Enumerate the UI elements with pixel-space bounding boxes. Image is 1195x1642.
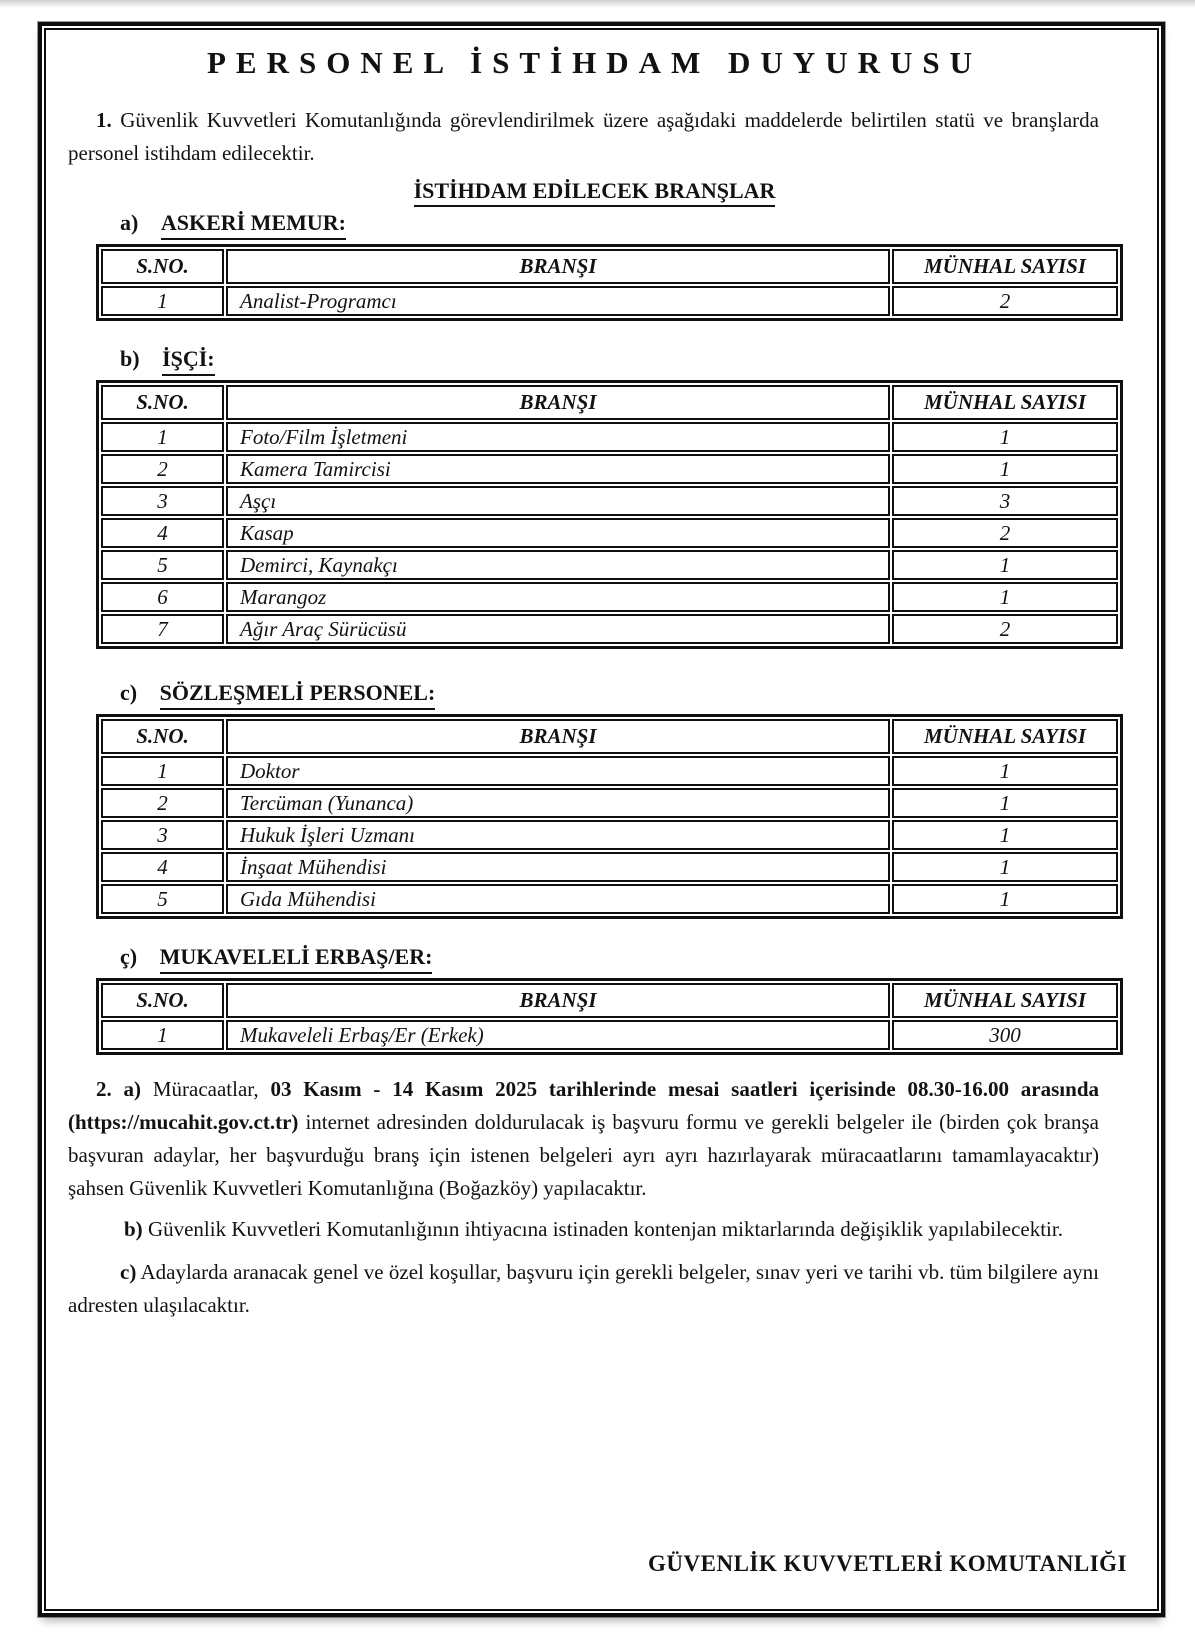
cell-brans: Hukuk İşleri Uzmanı bbox=[226, 820, 890, 850]
table-row bbox=[101, 820, 1118, 850]
cell-brans: İnşaat Mühendisi bbox=[226, 852, 890, 882]
cell-munhal: 1 bbox=[892, 550, 1118, 580]
table-askeri-memur bbox=[96, 244, 1123, 321]
cell-munhal: 2 bbox=[892, 518, 1118, 548]
table-row bbox=[101, 286, 1118, 316]
cell-sno: 5 bbox=[101, 884, 224, 914]
cell-brans: Tercüman (Yunanca) bbox=[226, 788, 890, 818]
table-row bbox=[101, 550, 1118, 580]
paragraph-text: internet adresinden doldurulacak iş başvuru formu ve gerekli belgeler ile (birden çok branşa başvuran adaylar, her başvurduğu branş için istenen belgeleri ayrı ayrı hazırlayarak müracaatlarını tamamlayacaktır) şahsen Güvenlik Kuvvetleri Komutanlığına (Boğazköy) yapılacaktır. bbox=[68, 1110, 1099, 1200]
header-sno: S.NO. bbox=[101, 719, 224, 754]
table-row bbox=[101, 788, 1118, 818]
cell-sno: 1 bbox=[101, 422, 224, 452]
section-letter: b) bbox=[120, 346, 140, 371]
table-row bbox=[101, 486, 1118, 516]
table-row bbox=[101, 582, 1118, 612]
page-border-frame bbox=[38, 22, 1165, 1617]
cell-sno: 3 bbox=[101, 486, 224, 516]
header-munhal: MÜNHAL SAYISI bbox=[892, 249, 1118, 284]
cell-munhal: 1 bbox=[892, 582, 1118, 612]
intro-paragraph bbox=[68, 104, 1099, 170]
cell-munhal: 1 bbox=[892, 788, 1118, 818]
table-header-row bbox=[101, 983, 1118, 1018]
header-sno: S.NO. bbox=[101, 385, 224, 420]
section-heading-askeri-memur bbox=[120, 209, 1121, 240]
cell-brans: Marangoz bbox=[226, 582, 890, 612]
paragraph-text: Müracaatlar, bbox=[152, 1077, 259, 1101]
header-brans: BRANŞI bbox=[226, 385, 890, 420]
cell-sno: 1 bbox=[101, 286, 224, 316]
cell-sno: 6 bbox=[101, 582, 224, 612]
section-label: ASKERİ MEMUR: bbox=[161, 209, 346, 240]
paragraph-number: 2. a) bbox=[96, 1077, 142, 1101]
cell-munhal: 1 bbox=[892, 820, 1118, 850]
cell-sno: 7 bbox=[101, 614, 224, 644]
cell-brans: Ağır Araç Sürücüsü bbox=[226, 614, 890, 644]
table-header-row bbox=[101, 249, 1118, 284]
cell-munhal: 1 bbox=[892, 884, 1118, 914]
paragraph-text: Güvenlik Kuvvetleri Komutanlığının ihtiyacına istinaden kontenjan miktarlarında değişiklik yapılabilecektir. bbox=[147, 1217, 1063, 1241]
table-row bbox=[101, 422, 1118, 452]
cell-munhal: 2 bbox=[892, 286, 1118, 316]
section-letter: ç) bbox=[120, 944, 138, 969]
section-letter: c) bbox=[120, 680, 138, 705]
table-row bbox=[101, 852, 1118, 882]
header-brans: BRANŞI bbox=[226, 719, 890, 754]
table-row bbox=[101, 1020, 1118, 1050]
table-header-row bbox=[101, 385, 1118, 420]
scan-top-shadow bbox=[0, 0, 1195, 8]
table-header-row bbox=[101, 719, 1118, 754]
section-heading-mukaveleli-erbas-er bbox=[120, 943, 1121, 974]
table-mukaveleli-erbas-er bbox=[96, 978, 1123, 1055]
section-label: MUKAVELELİ ERBAŞ/ER: bbox=[160, 943, 433, 974]
cell-sno: 1 bbox=[101, 1020, 224, 1050]
section-letter: a) bbox=[120, 210, 139, 235]
intro-number: 1. bbox=[96, 108, 112, 132]
intro-text: Güvenlik Kuvvetleri Komutanlığında görevlendirilmek üzere aşağıdaki maddelerde belirtilen statü ve branşlarda personel istihdam edilecektir. bbox=[68, 108, 1100, 165]
cell-brans: Gıda Mühendisi bbox=[226, 884, 890, 914]
section-label: SÖZLEŞMELİ PERSONEL: bbox=[160, 679, 436, 710]
section-heading-isci bbox=[120, 345, 1121, 376]
cell-munhal: 1 bbox=[892, 756, 1118, 786]
header-brans: BRANŞI bbox=[226, 983, 890, 1018]
cell-brans: Kamera Tamircisi bbox=[226, 454, 890, 484]
table-row bbox=[101, 454, 1118, 484]
cell-brans: Kasap bbox=[226, 518, 890, 548]
table-row bbox=[101, 756, 1118, 786]
header-munhal: MÜNHAL SAYISI bbox=[892, 385, 1118, 420]
table-row bbox=[101, 614, 1118, 644]
table-sozlesmeli-personel bbox=[96, 714, 1123, 919]
paragraph-letter: b) bbox=[124, 1217, 143, 1241]
paragraph-letter: c) bbox=[120, 1260, 137, 1284]
application-dates: 03 Kasım - 14 Kasım 2025 tarihlerinde mesai saatleri içerisinde 08.30-16.00 arasında bbox=[270, 1077, 1099, 1101]
document-content bbox=[46, 30, 1157, 1609]
requirements-paragraph bbox=[68, 1256, 1099, 1322]
cell-sno: 2 bbox=[101, 788, 224, 818]
cell-brans: Analist-Programcı bbox=[226, 286, 890, 316]
header-munhal: MÜNHAL SAYISI bbox=[892, 719, 1118, 754]
page-border-frame-inner bbox=[44, 28, 1159, 1611]
cell-brans: Demirci, Kaynakçı bbox=[226, 550, 890, 580]
cell-sno: 4 bbox=[101, 518, 224, 548]
header-sno: S.NO. bbox=[101, 249, 224, 284]
cell-sno: 1 bbox=[101, 756, 224, 786]
document-title: PERSONEL İSTİHDAM DUYURUSU bbox=[206, 45, 983, 80]
cell-brans: Foto/Film İşletmeni bbox=[226, 422, 890, 452]
cell-brans: Aşçı bbox=[226, 486, 890, 516]
section-label: İŞÇİ: bbox=[162, 345, 215, 376]
table-isci bbox=[96, 380, 1123, 649]
cell-munhal: 1 bbox=[892, 454, 1118, 484]
branches-heading: İSTİHDAM EDİLECEK BRANŞLAR bbox=[68, 178, 1121, 207]
table-row bbox=[101, 518, 1118, 548]
cell-sno: 5 bbox=[101, 550, 224, 580]
cell-munhal: 1 bbox=[892, 422, 1118, 452]
cell-brans: Mukaveleli Erbaş/Er (Erkek) bbox=[226, 1020, 890, 1050]
application-paragraph bbox=[68, 1073, 1099, 1205]
cell-brans: Doktor bbox=[226, 756, 890, 786]
section-heading-sozlesmeli-personel bbox=[120, 679, 1121, 710]
cell-munhal: 300 bbox=[892, 1020, 1118, 1050]
paragraph-text: Adaylarda aranacak genel ve özel koşullar, başvuru için gerekli belgeler, sınav yeri ve tarihi vb. tüm bilgilere aynı adresten ulaşılacaktır. bbox=[68, 1260, 1099, 1317]
cell-munhal: 2 bbox=[892, 614, 1118, 644]
cell-sno: 2 bbox=[101, 454, 224, 484]
cell-munhal: 3 bbox=[892, 486, 1118, 516]
table-row bbox=[101, 884, 1118, 914]
signature-authority: GÜVENLİK KUVVETLERİ KOMUTANLIĞI bbox=[648, 1551, 1127, 1576]
cell-sno: 3 bbox=[101, 820, 224, 850]
cell-sno: 4 bbox=[101, 852, 224, 882]
header-sno: S.NO. bbox=[101, 983, 224, 1018]
application-url: (https://mucahit.gov.ct.tr) bbox=[68, 1110, 299, 1134]
header-munhal: MÜNHAL SAYISI bbox=[892, 983, 1118, 1018]
header-brans: BRANŞI bbox=[226, 249, 890, 284]
cell-munhal: 1 bbox=[892, 852, 1118, 882]
quota-change-paragraph bbox=[68, 1213, 1099, 1246]
